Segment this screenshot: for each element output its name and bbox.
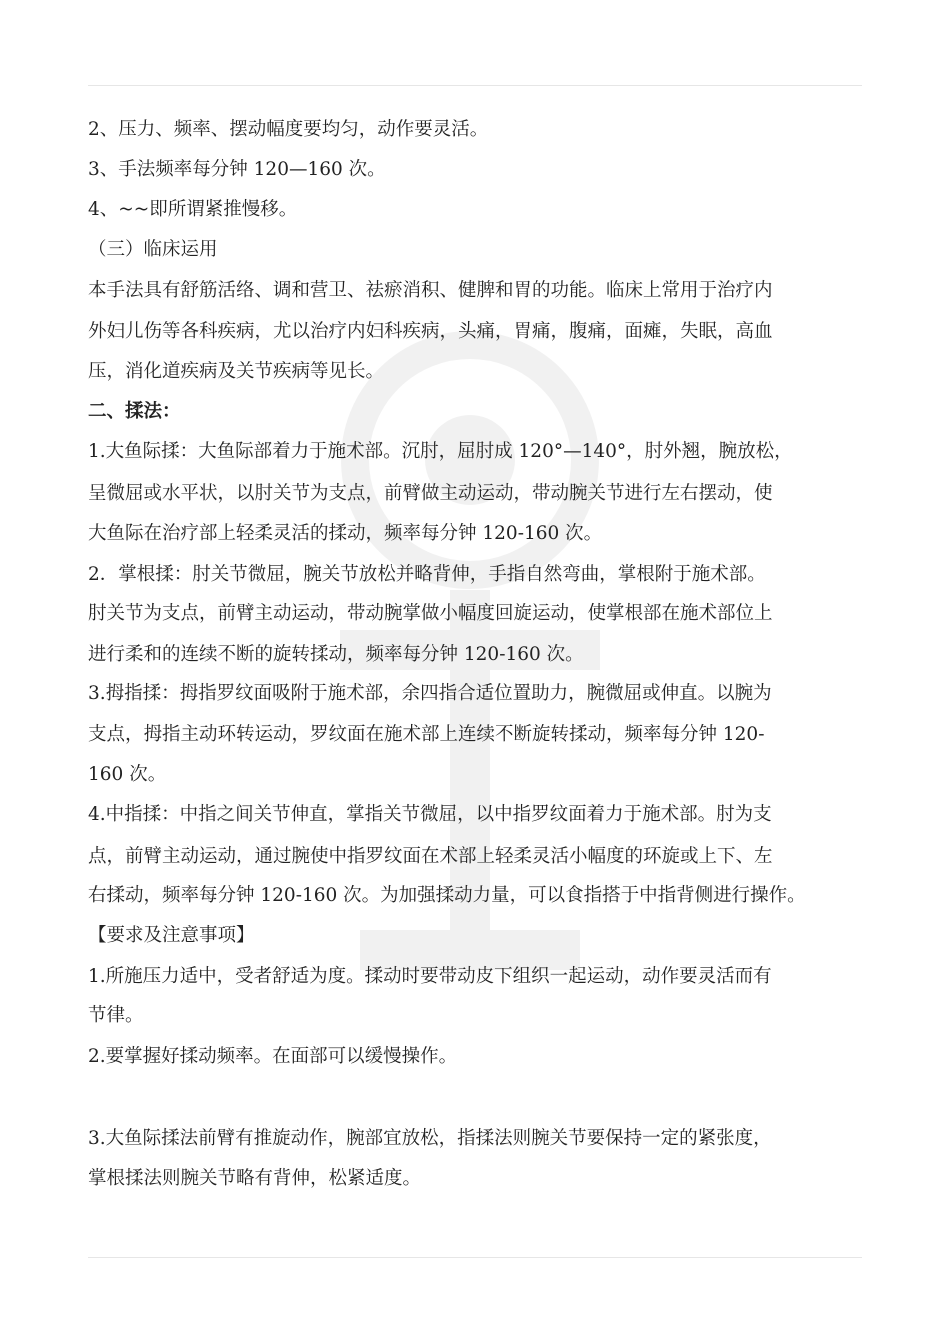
text-line: 2、压力、频率、摆动幅度要均匀，动作要灵活。 bbox=[88, 119, 489, 140]
section-heading-bold: 二、揉法： bbox=[88, 401, 181, 422]
text-line: 2．掌根揉：肘关节微屈，腕关节放松并略背伸，手指自然弯曲，掌根附于施术部。 bbox=[88, 564, 766, 585]
text-line: 进行柔和的连续不断的旋转揉动，频率每分钟 120-160 次。 bbox=[88, 644, 584, 665]
text-line: 外妇儿伤等各科疾病，尤以治疗内妇科疾病，头痛，胃痛，腹痛，面瘫，失眠，高血 bbox=[88, 321, 773, 342]
section-heading: （三）临床运用 bbox=[88, 239, 218, 260]
text-line: 支点，拇指主动环转运动，罗纹面在施术部上连续不断旋转揉动，频率每分钟 120- bbox=[88, 724, 765, 745]
text-line: 大鱼际在治疗部上轻柔灵活的揉动，频率每分钟 120-160 次。 bbox=[88, 523, 603, 544]
text-line: 3.大鱼际揉法前臂有推旋动作，腕部宜放松，指揉法则腕关节要保持一定的紧张度， bbox=[88, 1128, 772, 1149]
text-line: 掌根揉法则腕关节略有背伸，松紧适度。 bbox=[88, 1168, 422, 1189]
text-line: 160 次。 bbox=[88, 764, 167, 785]
text-line: 4.中指揉：中指之间关节伸直，掌指关节微屈，以中指罗纹面着力于施术部。肘为支 bbox=[88, 804, 772, 825]
text-line: 节律。 bbox=[88, 1005, 144, 1026]
text-line: 4、~~即所谓紧推慢移。 bbox=[88, 199, 298, 220]
footer-rule bbox=[88, 1257, 862, 1258]
text-line: 右揉动，频率每分钟 120-160 次。为加强揉动力量，可以食指搭于中指背侧进行操作。 bbox=[88, 885, 806, 906]
text-line: 本手法具有舒筋活络、调和营卫、祛瘀消积、健脾和胃的功能。临床上常用于治疗内 bbox=[88, 280, 773, 301]
text-line: 2.要掌握好揉动频率。在面部可以缓慢操作。 bbox=[88, 1046, 458, 1067]
text-line: 点，前臂主动运动，通过腕使中指罗纹面在术部上轻柔灵活小幅度的环旋或上下、左 bbox=[88, 846, 773, 867]
text-line: 3.拇指揉：拇指罗纹面吸附于施术部，余四指合适位置助力，腕微屈或伸直。以腕为 bbox=[88, 683, 772, 704]
text-line: 3、手法频率每分钟 120—160 次。 bbox=[88, 159, 386, 180]
text-line: 呈微屈或水平状，以肘关节为支点，前臂做主动运动，带动腕关节进行左右摆动，使 bbox=[88, 483, 773, 504]
header-rule bbox=[88, 85, 862, 86]
text-line: 1.所施压力适中，受者舒适为度。揉动时要带动皮下组织一起运动，动作要灵活而有 bbox=[88, 966, 772, 987]
text-line: 肘关节为支点，前臂主动运动，带动腕掌做小幅度回旋运动，使掌根部在施术部位上 bbox=[88, 603, 773, 624]
text-line: 1.大鱼际揉：大鱼际部着力于施术部。沉肘，屈肘成 120°—140°，肘外翘，腕放松， bbox=[88, 441, 793, 462]
section-heading: 【要求及注意事项】 bbox=[88, 925, 255, 946]
text-line: 压，消化道疾病及关节疾病等见长。 bbox=[88, 361, 385, 382]
